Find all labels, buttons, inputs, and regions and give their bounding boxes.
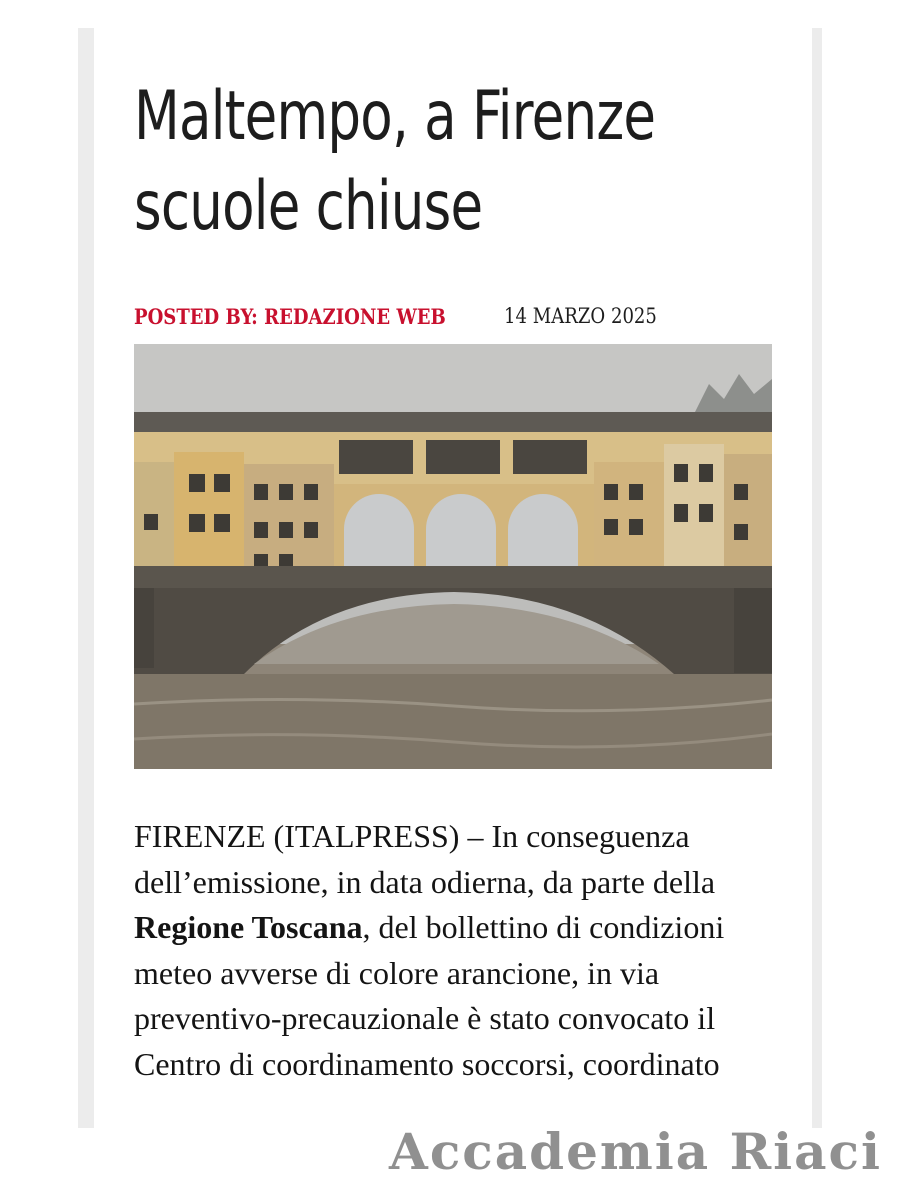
body-text-end: , del bollettino di condizioni meteo avverse di colore arancione, in via preventivo-precauzionale è stato convocato il Centro di coordinamento soccorsi, coordinato [134, 909, 725, 1082]
watermark: Accademia Riaci [389, 1122, 882, 1181]
article-title: Maltempo, a Firenze scuole chiuse [134, 77, 656, 246]
article-meta [134, 302, 682, 330]
author-link[interactable]: POSTED BY: REDAZIONE WEB [134, 303, 446, 329]
body-text-start: FIRENZE (ITALPRESS) – In conseguenza dell’emissione, in data odierna, da parte della [134, 818, 716, 900]
publish-date: 14 MARZO 2025 [504, 304, 657, 328]
body-text-bold: Regione Toscana [134, 909, 363, 945]
hero-image [134, 344, 772, 769]
article-body [134, 814, 774, 1087]
